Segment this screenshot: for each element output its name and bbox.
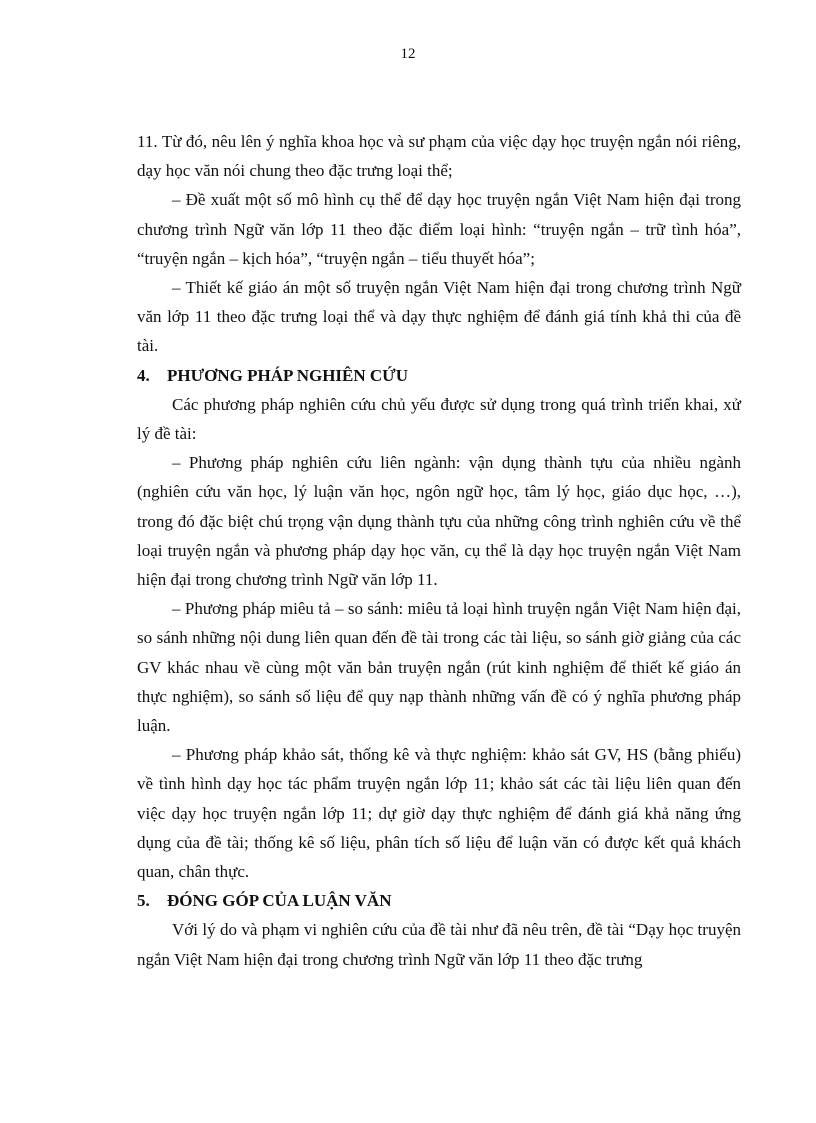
section-4-title: PHƯƠNG PHÁP NGHIÊN CỨU: [167, 365, 408, 385]
method-description-comparison-paragraph: – Phương pháp miêu tả – so sánh: miêu tả loại hình truyện ngắn Việt Nam hiện đại, so sánh những nội dung liên quan đến đề tài trong các tài liệu, so sánh giờ giảng của các GV khác nhau về cùng một văn bản truyện ngắn (rút kinh nghiệm để thiết kế giáo án thực nghiệm), so sánh số liệu để quy nạp thành những vấn đề có ý nghĩa phương pháp luận.: [137, 599, 741, 736]
page-number: 12: [400, 46, 416, 62]
objective-lesson-plan-paragraph: – Thiết kế giáo án một số truyện ngắn Việt Nam hiện đại trong chương trình Ngữ văn lớp 11 theo đặc trưng loại thể và dạy thực nghiệm để đánh giá tính khả thi của đề tài.: [137, 278, 741, 356]
section-4-number: 4.: [137, 365, 150, 385]
method-survey-statistics-paragraph: – Phương pháp khảo sát, thống kê và thực nghiệm: khảo sát GV, HS (bằng phiếu) về tình hình dạy học tác phẩm truyện ngắn lớp 11; khảo sát các tài liệu liên quan đến việc dạy học truyện ngắn lớp 11; dự giờ dạy thực nghiệm để đánh giá khả năng ứng dụng của đề tài; thống kê số liệu, phân tích số liệu để luận văn có được kết quả khách quan, chân thực.: [137, 745, 741, 882]
section-4-heading: [137, 361, 741, 390]
intro-continuation-paragraph: 11. Từ đó, nêu lên ý nghĩa khoa học và sư phạm của việc dạy học truyện ngắn nói riêng, dạy học văn nói chung theo đặc trưng loại thể;: [137, 132, 741, 181]
section-5-intro-paragraph: Với lý do và phạm vi nghiên cứu của đề tài như đã nêu trên, đề tài “Dạy học truyện ngắn Việt Nam hiện đại trong chương trình Ngữ văn lớp 11 theo đặc trưng: [137, 920, 741, 969]
section-4-intro-paragraph: Các phương pháp nghiên cứu chủ yếu được sử dụng trong quá trình triển khai, xử lý đề tài:: [137, 394, 741, 444]
page-body: [137, 127, 741, 974]
section-5-heading: [137, 886, 741, 915]
section-5-number: 5.: [137, 891, 150, 911]
objective-proposal-paragraph: – Đề xuất một số mô hình cụ thể để dạy học truyện ngắn Việt Nam hiện đại trong chương trình Ngữ văn lớp 11 theo đặc điểm loại hình: “truyện ngắn – trữ tình hóa”, “truyện ngắn – kịch hóa”, “truyện ngắn – tiểu thuyết hóa”;: [137, 190, 741, 268]
section-5-title: ĐÓNG GÓP CỦA LUẬN VĂN: [167, 891, 392, 911]
method-interdisciplinary-paragraph: – Phương pháp nghiên cứu liên ngành: vận dụng thành tựu của nhiều ngành (nghiên cứu văn học, lý luận văn học, ngôn ngữ học, tâm lý học, giáo dục học, …), trong đó đặc biệt chú trọng vận dụng thành tựu của những công trình nghiên cứu về thể loại truyện ngắn và phương pháp dạy học văn, cụ thể là dạy học truyện ngắn Việt Nam hiện đại trong chương trình Ngữ văn lớp 11.: [137, 453, 741, 590]
